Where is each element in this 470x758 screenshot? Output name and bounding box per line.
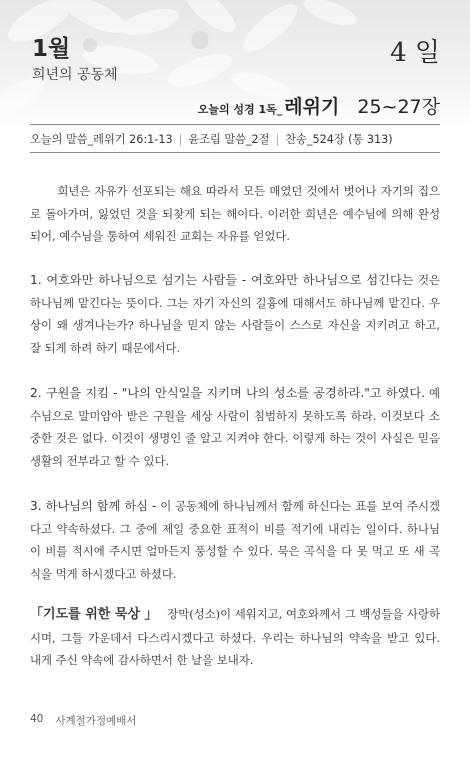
- reading-book: 레위기: [284, 96, 340, 118]
- reading-label: 오늘의 성경 1독_: [197, 103, 283, 116]
- point-3-text: 이 공동체에 하나님께서 함께 하신다는 표를 보여 주시겠다고 약속하셨다. 그 중에 제일 중요한 표적이 비를 적기에 내리는 일이다. 하나님이 비를 적시에 주시면 얼마든지 풍성할 수 있다. 묵은 곡식을 다 못 먹고 또 새 곡식을 먹게 하시겠다고 하셨다.: [30, 499, 440, 581]
- separator: |: [275, 132, 280, 146]
- point-2-text: 예수님으로 말미암아 받은 구원을 세상 사람이 침범하지 못하도록 하라. 이것보다 소중한 것은 없다. 이것이 생명인 줄 알고 지켜야 한다. 이렇게 하는 것이 사실은 믿음 생활의 전부라고 할 수 있다.: [30, 386, 440, 468]
- prayer-text: 장막(성소)이 세워지고, 여호와께서 그 백성들을 사랑하시며, 그들 가운데서 다스리시겠다고 하셨다. 우리는 하나님의 약속을 받고 있다. 내게 주신 약속에 감사하면서 한 날을 보내자.: [30, 607, 440, 667]
- intro-paragraph: 희년은 자유가 선포되는 해요 따라서 모든 매였던 것에서 벗어나 자기의 집으로 돌아가며, 잃었던 것을 되찾게 되는 해이다. 이러한 희년은 예수님에 의해 완성되어, 예수님을 통하여 세워진 교회는 자유를 얻었다.: [30, 184, 440, 243]
- reference-line: [30, 131, 393, 147]
- prayer-paragraph: [30, 603, 440, 672]
- hymn-number: 찬송_524장 (통 313): [285, 133, 393, 146]
- day-label: 4 일: [390, 38, 440, 68]
- point-2-heading: 2. 구원을 지킴 - "나의 안식일을 지키며 나의 성소를 공경하라."고 하였다.: [30, 386, 426, 400]
- page-number: 40: [30, 713, 44, 725]
- separator: |: [178, 132, 183, 146]
- memory-verse: 윤조림 말씀_2절: [188, 133, 270, 146]
- divider-top: [30, 124, 440, 125]
- point-3-heading: 3. 하나님의 함께 하심 -: [30, 499, 157, 513]
- point-3-paragraph: [30, 495, 440, 585]
- point-1-heading: 1. 여호와만 하나님으로 섬기는 사람들 - 여호와만 하나님으로 섬긴다는: [30, 273, 414, 287]
- month-title: 1월: [32, 36, 71, 62]
- prayer-label: 「기도를 위한 묵상 」: [30, 607, 158, 622]
- point-2-paragraph: [30, 382, 440, 472]
- point-1-text: 것은 하나님께 맡긴다는 뜻이다. 그는 자기 자신의 길흉에 대해서도 하나님께 맡긴다. 우상이 왜 생겨나는가? 하나님을 믿지 않는 사람들이 스스로 자신을 지키려고 하고, 잘 되게 하려 하기 때문에서다.: [30, 273, 440, 355]
- todays-word: 오늘의 말씀_레위기 26:1-13: [30, 133, 173, 146]
- reading-chapters: 25~27장: [357, 96, 440, 118]
- point-1-paragraph: [30, 269, 440, 359]
- page-footer: [30, 713, 137, 728]
- book-title: 사계절가정예배서: [55, 715, 137, 727]
- bible-reading: [198, 92, 440, 119]
- divider-bottom: [30, 152, 440, 153]
- month-theme: 희년의 공동체: [32, 67, 118, 83]
